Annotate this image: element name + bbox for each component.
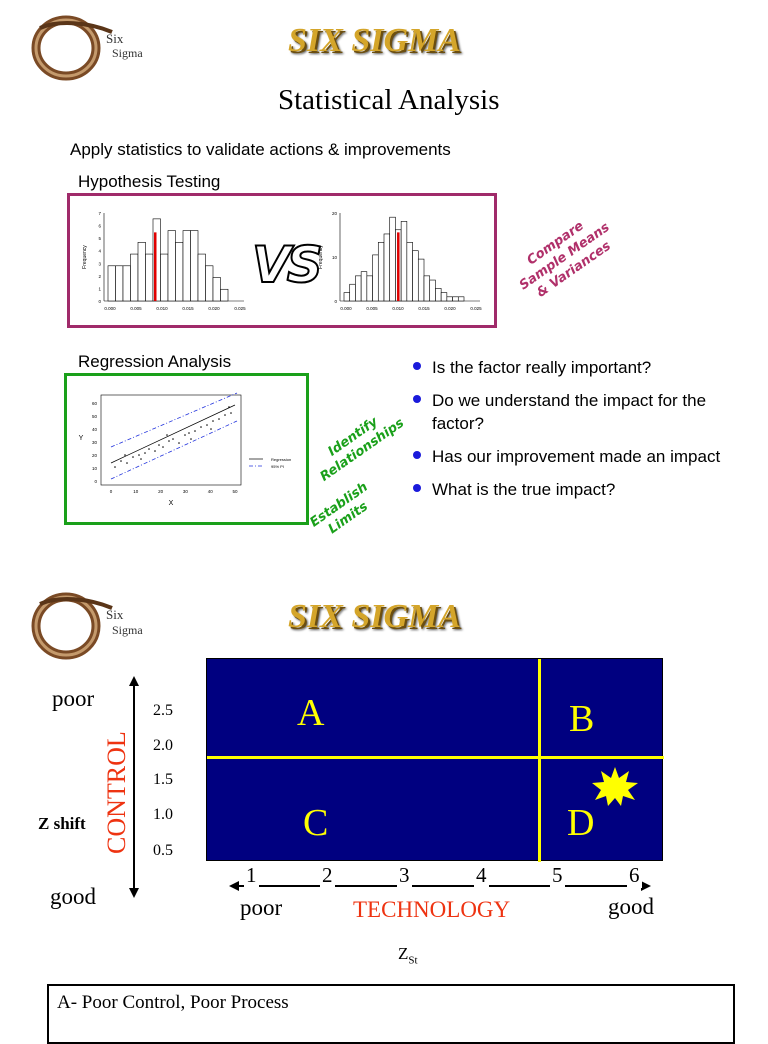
data-point <box>114 466 116 468</box>
y-axis-label: Frequency <box>318 245 324 269</box>
bullet-icon <box>413 362 421 370</box>
x-tick-label: 0.005 <box>130 306 142 311</box>
x-tick-label: 50 <box>232 489 238 494</box>
histogram-bar <box>183 231 191 301</box>
y-tick: 1.0 <box>153 806 173 823</box>
data-point <box>228 406 230 408</box>
x-tick: 6 <box>629 863 640 887</box>
histogram-bar <box>221 289 229 301</box>
data-point <box>144 452 146 454</box>
histogram-bar <box>355 276 361 301</box>
histogram-bar <box>424 276 430 301</box>
histogram-bar <box>108 266 116 301</box>
y-tick-label: 40 <box>91 427 97 432</box>
histogram-bar <box>447 297 453 301</box>
y-tick-label: 7 <box>98 211 101 216</box>
x-tick-label: 0.025 <box>470 306 482 311</box>
histogram-bar <box>131 254 139 301</box>
legend-label: Regression <box>271 457 292 462</box>
y-tick-label: 0 <box>94 479 97 484</box>
x-tick-label: 20 <box>158 489 164 494</box>
hypothesis-label: Hypothesis Testing <box>78 172 221 191</box>
z-shift-label: Z shift <box>38 814 86 833</box>
data-point <box>218 418 220 420</box>
quadrant-a-label: A <box>297 692 325 734</box>
logo-text-six: Six <box>106 607 124 622</box>
histogram-bar <box>361 272 367 301</box>
histogram-bar <box>441 293 447 301</box>
intro-text: Apply statistics to validate actions & improvements <box>70 140 451 159</box>
matrix-horizontal-divider <box>207 756 664 759</box>
histogram-bar <box>168 231 176 301</box>
control-axis-label: CONTROL <box>102 731 131 854</box>
histogram-bar <box>176 242 184 301</box>
histogram-bar <box>213 278 221 301</box>
histogram-bar <box>384 234 390 301</box>
y-tick-label: 0 <box>98 299 101 304</box>
question-list <box>410 356 730 511</box>
y-tick-label: 10 <box>331 255 337 260</box>
data-point <box>154 450 156 452</box>
histogram-bar <box>344 293 350 301</box>
y-tick-label: 4 <box>98 248 101 254</box>
compare-note: Compare Sample Means & Variances <box>516 218 614 301</box>
x-tick: 1 <box>246 863 257 887</box>
regression-chart <box>71 380 306 520</box>
x-tick-label: 0.005 <box>366 306 378 311</box>
histogram-bar <box>453 297 459 301</box>
y-axis-label: Frequency <box>82 245 88 269</box>
technology-axis-label: TECHNOLOGY <box>353 897 511 922</box>
histogram-bar <box>378 242 384 301</box>
establish-note: Establish Limits <box>307 479 371 538</box>
x-tick-label: 30 <box>182 489 188 494</box>
y-tick-label: 20 <box>331 211 337 216</box>
vs-label: VS <box>252 236 319 294</box>
x-tick-label: 0.015 <box>182 306 194 311</box>
matrix-vertical-divider <box>538 659 541 862</box>
quadrant-legend-box <box>47 984 735 1044</box>
histogram-bar <box>430 280 436 301</box>
y-tick-label: 10 <box>91 466 97 471</box>
poor-technology-label: poor <box>240 895 283 920</box>
data-point <box>224 414 226 416</box>
y-tick-label: 2 <box>98 273 101 279</box>
page-subtitle: Statistical Analysis <box>278 84 500 116</box>
histogram-bar <box>435 288 441 301</box>
y-tick: 1.5 <box>153 771 173 788</box>
y-tick-label: 60 <box>91 401 97 406</box>
data-point <box>210 428 212 430</box>
data-point <box>166 434 168 436</box>
list-item: What is the true impact? <box>410 478 730 501</box>
data-point <box>120 460 122 462</box>
histogram-bar <box>198 254 206 301</box>
technology-arrow-icon <box>229 878 651 894</box>
x-tick-label: 0.010 <box>156 306 168 311</box>
x-tick-label: 0.020 <box>444 306 456 311</box>
logo-text-six: Six <box>106 31 124 46</box>
y-tick-label: 20 <box>91 453 97 458</box>
x-tick-label: 0.000 <box>104 306 116 311</box>
y-tick-label: 0 <box>334 299 337 304</box>
plot-frame <box>101 395 241 485</box>
histogram-bar <box>367 276 373 301</box>
legend-label: 95% PI <box>271 464 284 469</box>
list-item: Is the factor really important? <box>410 356 730 379</box>
x-tick: 5 <box>552 863 563 887</box>
y-tick: 2.0 <box>153 737 173 754</box>
y-tick-label: 3 <box>98 261 101 267</box>
x-tick: 3 <box>399 863 410 887</box>
histogram-bar <box>138 242 146 301</box>
x-tick-label: 0 <box>109 489 113 494</box>
data-point <box>168 440 170 442</box>
data-point <box>188 432 190 434</box>
six-sigma-logo <box>28 12 158 82</box>
y-tick: 0.5 <box>153 842 173 859</box>
histogram-bar <box>116 266 124 301</box>
histogram-bar <box>407 242 413 301</box>
data-point <box>206 424 208 426</box>
star-burst-icon <box>591 765 639 807</box>
histogram-bar <box>413 251 419 301</box>
histogram-bar <box>418 259 424 301</box>
y-tick: 2.5 <box>153 702 173 719</box>
good-control-label: good <box>50 884 96 909</box>
histogram-bar <box>123 266 131 301</box>
control-technology-matrix <box>206 658 663 861</box>
y-axis-label: Y <box>78 435 84 442</box>
bullet-icon <box>413 484 421 492</box>
page-title-2: SIX SIGMA <box>288 598 461 635</box>
good-technology-label: good <box>608 894 654 919</box>
data-point <box>200 426 202 428</box>
x-tick-label: 0.025 <box>234 306 246 311</box>
data-point <box>184 434 186 436</box>
histogram-right <box>318 206 493 321</box>
data-point <box>148 448 150 450</box>
histogram-left <box>82 206 257 321</box>
poor-control-label: poor <box>52 686 95 711</box>
histogram-bar <box>350 284 356 301</box>
x-tick-label: 10 <box>133 489 139 494</box>
x-tick-label: 40 <box>207 489 213 494</box>
logo-text-sigma: Sigma <box>112 46 143 60</box>
page-title: SIX SIGMA <box>288 22 461 59</box>
data-point <box>158 444 160 446</box>
quadrant-d-label: D <box>567 802 595 844</box>
data-point <box>190 438 192 440</box>
data-point <box>194 430 196 432</box>
regression-box <box>64 373 309 525</box>
data-point <box>212 420 214 422</box>
data-point <box>138 454 140 456</box>
x-tick: 2 <box>322 863 333 887</box>
x-tick: 4 <box>476 863 487 887</box>
histogram-bar <box>390 217 396 301</box>
x-tick-label: 0.000 <box>340 306 352 311</box>
bullet-icon <box>413 451 421 459</box>
data-point <box>124 454 126 456</box>
data-point <box>132 456 134 458</box>
y-tick-label: 6 <box>98 223 101 229</box>
data-point <box>140 458 142 460</box>
data-point <box>178 442 180 444</box>
x-tick-label: 0.020 <box>208 306 220 311</box>
hypothesis-box <box>67 193 497 328</box>
x-tick-label: 0.015 <box>418 306 430 311</box>
regression-label: Regression Analysis <box>78 352 232 371</box>
z-st-label: $Z_{St}$ <box>398 944 418 967</box>
data-point <box>162 446 164 448</box>
identify-note: Identify Relationships <box>317 414 408 485</box>
histogram-bar <box>146 254 154 301</box>
bullet-icon <box>413 395 421 403</box>
histogram-bar <box>206 266 214 301</box>
legend-line-a: A- Poor Control, Poor Process <box>57 992 289 1013</box>
six-sigma-logo-2 <box>28 588 158 663</box>
x-axis-label: X <box>168 500 174 507</box>
y-tick-label: 5 <box>98 236 101 242</box>
quadrant-c-label: C <box>303 802 329 844</box>
logo-text-sigma: Sigma <box>112 623 143 637</box>
data-point <box>126 462 128 464</box>
list-item: Has our improvement made an impact <box>410 445 730 468</box>
histogram-bar <box>191 231 199 301</box>
y-tick-label: 50 <box>91 414 97 419</box>
histogram-bar <box>401 221 407 301</box>
histogram-bar <box>373 255 379 301</box>
y-tick-label: 1 <box>98 286 101 292</box>
list-item: Do we understand the impact for the factor? <box>410 389 730 435</box>
histogram-bar <box>161 254 169 301</box>
data-point <box>230 412 232 414</box>
data-point <box>172 438 174 440</box>
y-tick-label: 30 <box>91 440 97 445</box>
histogram-bar <box>458 297 464 301</box>
quadrant-b-label: B <box>569 698 595 740</box>
x-tick-label: 0.010 <box>392 306 404 311</box>
